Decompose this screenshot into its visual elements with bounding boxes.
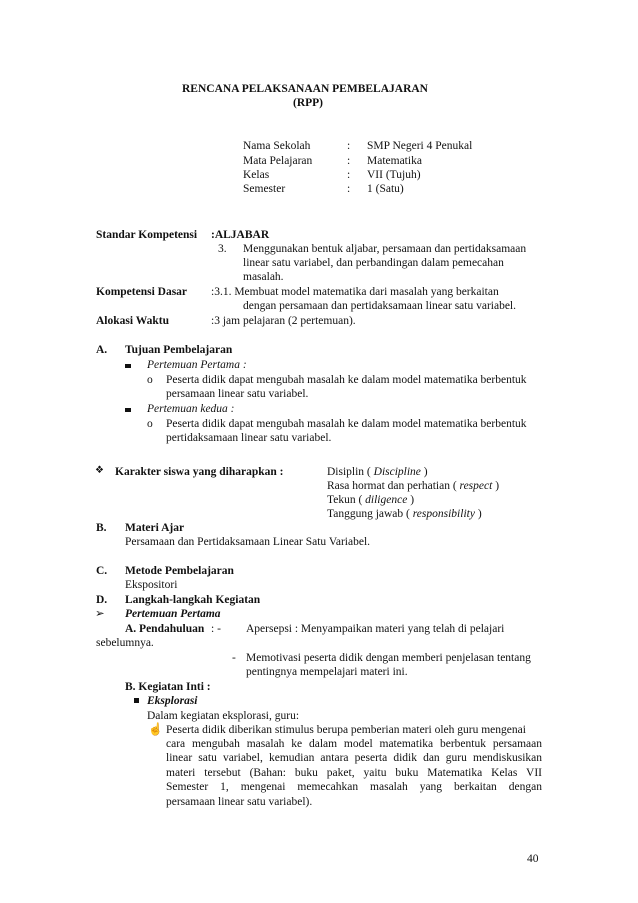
paragraph-line: Semester 1, mengenai memecahkan masalah yang berkaitan dengan	[166, 781, 542, 793]
karakter-item-pre: Rasa hormat dan perhatian (	[327, 480, 460, 492]
info-label: Semester	[243, 183, 286, 195]
pendahuluan-item: Memotivasi peserta didik dengan memberi penjelasan tentang	[246, 652, 531, 664]
karakter-item-pre: Tekun (	[327, 494, 366, 506]
info-label: Mata Pelajaran	[243, 155, 313, 167]
square-bullet-icon	[125, 364, 131, 368]
info-sep: :	[347, 169, 351, 181]
paragraph-line: persamaan linear satu variabel).	[166, 796, 313, 808]
kd-label: Kompetensi Dasar	[96, 286, 188, 298]
info-label: Kelas	[243, 169, 270, 181]
pendahuluan-dash: -	[232, 652, 236, 664]
metode-text: Ekspositori	[125, 579, 178, 591]
pendahuluan-item: pentingnya mempelajari materi ini.	[246, 666, 408, 678]
karakter-item	[327, 479, 499, 493]
page-number: 40	[527, 853, 539, 865]
square-bullet-icon	[125, 408, 131, 412]
tujuan-p2-line: pertidaksamaan linear satu variabel.	[166, 432, 332, 444]
pendahuluan-item-cont: sebelumnya.	[96, 637, 154, 649]
sk-value: :ALJABAR	[211, 229, 270, 241]
aw-label: Alokasi Waktu	[96, 315, 169, 327]
section-letter: B.	[96, 522, 107, 534]
tujuan-p1-title: Pertemuan Pertama :	[147, 359, 247, 371]
karakter-item-post: )	[474, 508, 482, 520]
info-value: SMP Negeri 4 Penukal	[367, 140, 473, 152]
section-letter: D.	[96, 594, 108, 606]
sk-label: Standar Kompetensi	[96, 229, 198, 241]
aw-value: :3 jam pelajaran (2 pertemuan).	[211, 315, 356, 327]
page-subtitle: (RPP)	[293, 97, 324, 109]
info-value: VII (Tujuh)	[367, 169, 421, 181]
tujuan-p1-line: Peserta didik dapat mengubah masalah ke dalam model matematika berbentuk	[166, 374, 527, 386]
info-value: 1 (Satu)	[367, 183, 404, 195]
pendahuluan-item: Apersepsi : Menyampaikan materi yang telah di pelajari	[246, 623, 505, 635]
tujuan-p1-line: persamaan linear satu variabel.	[166, 388, 309, 400]
materi-text: Persamaan dan Pertidaksamaan Linear Satu Variabel.	[125, 536, 371, 548]
sk-line: masalah.	[243, 271, 284, 283]
pertemuan-heading: Pertemuan Pertama	[125, 608, 221, 620]
paragraph-line: cara mengubah masalah ke dalam model matematika berbentuk persamaan	[166, 738, 542, 750]
square-bullet-icon	[134, 698, 139, 703]
karakter-item-em: respect	[459, 480, 493, 492]
tujuan-p2-title: Pertemuan kedua :	[147, 403, 235, 415]
circle-bullet-icon: o	[147, 374, 153, 386]
karakter-item	[327, 507, 482, 521]
sk-line: linear satu variabel, dan perbandingan dalam pemecahan	[243, 257, 504, 269]
karakter-item-em: Discipline	[373, 466, 421, 478]
paragraph-line: linear satu variabel, kemudian antara peserta didik dan guru mendiskusikan	[166, 752, 542, 764]
eksplorasi-heading: Eksplorasi	[147, 695, 198, 707]
section-heading: Langkah-langkah Kegiatan	[125, 594, 261, 606]
pendahuluan-sep: : -	[211, 623, 221, 635]
pendahuluan-label: A. Pendahuluan	[125, 623, 205, 635]
karakter-item-post: )	[492, 480, 500, 492]
section-heading: Metode Pembelajaran	[125, 565, 234, 577]
eksplorasi-intro: Dalam kegiatan eksplorasi, guru:	[147, 710, 300, 722]
karakter-item	[327, 465, 428, 479]
karakter-item-pre: Tanggung jawab (	[327, 508, 413, 520]
info-sep: :	[347, 140, 351, 152]
inti-label: B. Kegiatan Inti :	[125, 681, 211, 693]
paragraph-line: Peserta didik diberikan stimulus berupa pemberian materi oleh guru mengenai	[166, 724, 526, 736]
page-title: RENCANA PELAKSANAAN PEMBELAJARAN	[182, 83, 428, 95]
sk-number: 3.	[218, 243, 227, 255]
info-label: Nama Sekolah	[243, 140, 311, 152]
info-value: Matematika	[367, 155, 422, 167]
karakter-item	[327, 493, 414, 507]
karakter-label: Karakter siswa yang diharapkan :	[115, 466, 284, 478]
diamond-bullet-icon: ❖	[95, 465, 104, 476]
kd-line: dengan persamaan dan pertidaksamaan linear satu variabel.	[243, 300, 517, 312]
info-sep: :	[347, 155, 351, 167]
section-heading: Tujuan Pembelajaran	[125, 344, 233, 356]
karakter-item-post: )	[420, 466, 428, 478]
circle-bullet-icon: o	[147, 418, 153, 430]
sk-line: Menggunakan bentuk aljabar, persamaan dan pertidaksamaan	[243, 243, 527, 255]
section-heading: Materi Ajar	[125, 522, 185, 534]
karakter-item-post: )	[407, 494, 415, 506]
karakter-item-em: responsibility	[412, 508, 475, 520]
paragraph-line: materi tersebut (Bahan: buku paket, yaitu buku Matematika Kelas VII	[166, 767, 542, 779]
karakter-item-pre: Disiplin (	[327, 466, 374, 478]
karakter-item-em: diligence	[365, 494, 408, 506]
arrow-bullet-icon: ➢	[95, 608, 105, 620]
tujuan-p2-line: Peserta didik dapat mengubah masalah ke dalam model matematika berbentuk	[166, 418, 527, 430]
section-letter: A.	[96, 344, 108, 356]
section-letter: C.	[96, 565, 108, 577]
kd-line: :3.1. Membuat model matematika dari masalah yang berkaitan	[211, 286, 499, 298]
info-sep: :	[347, 183, 351, 195]
pointing-hand-icon: ☝	[148, 722, 163, 736]
